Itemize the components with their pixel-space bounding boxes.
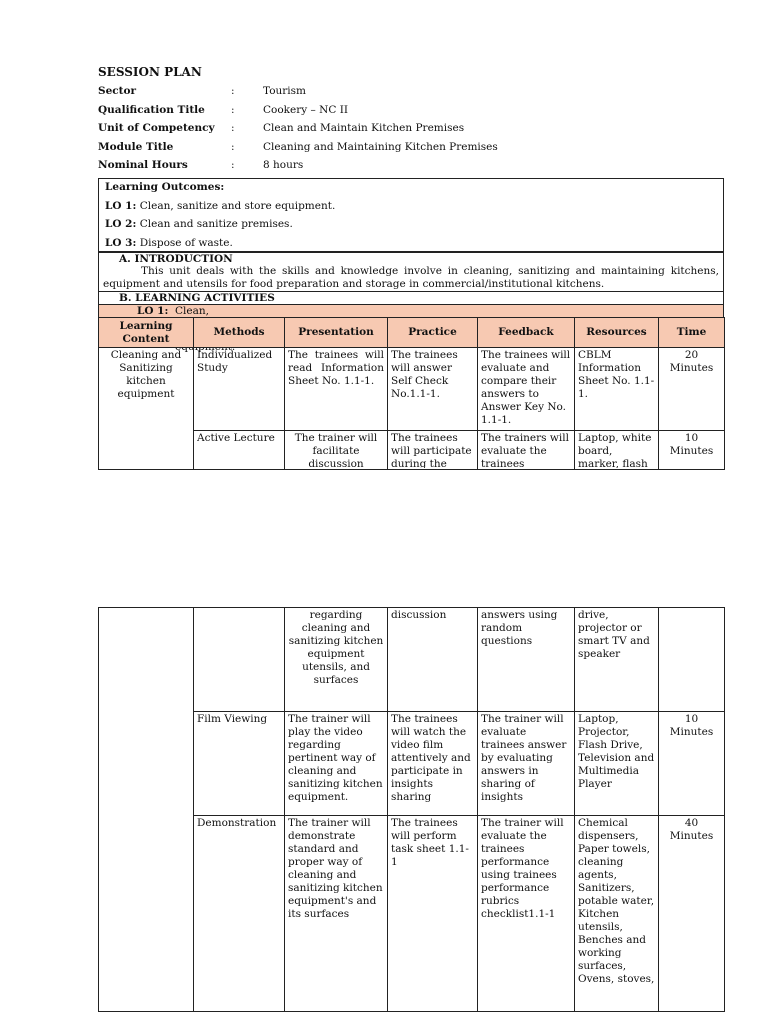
practice-cell: The trainees will perform task sheet 1.1-1: [388, 816, 478, 1012]
meta-label: Qualification Title: [98, 103, 205, 116]
presentation-cell: The trainer will play the video regarding pertinent way of cleaning and sanitizing kitchen equipment.: [285, 712, 388, 816]
meta-label: Module Title: [98, 140, 174, 153]
lo-text: Dispose of waste.: [136, 236, 233, 249]
meta-colon: :: [231, 159, 235, 171]
learning-outcomes-heading: Learning Outcomes:: [105, 181, 225, 193]
time-cell: [659, 608, 725, 712]
method-cell: Individualized Study: [194, 348, 285, 431]
feedback-cell: The trainer will evaluate trainees answer by evaluating answers in sharing of insights: [478, 712, 575, 816]
resources-cell: [575, 816, 659, 1012]
meta-value: Cookery – NC II: [263, 103, 348, 116]
meta-value: Clean and Maintain Kitchen Premises: [263, 122, 465, 134]
feedback-cell: answers using random questions: [478, 608, 575, 712]
learning-activities-lo-bar: [98, 304, 724, 318]
header-practice: Practice: [388, 318, 478, 348]
learning-outcome-1: [105, 198, 717, 217]
header-time: Time: [659, 318, 725, 348]
introduction-heading: A. INTRODUCTION: [119, 253, 233, 265]
lo-code: LO 1:: [105, 199, 137, 212]
lo-text: Clean,: [175, 305, 209, 317]
feedback-cell: The trainees will evaluate and compare their answers to Answer Key No. 1.1-1.: [478, 348, 575, 431]
header-presentation: Presentation: [285, 318, 388, 348]
meta-value: Tourism: [263, 85, 306, 97]
method-cell: Demonstration: [194, 816, 285, 1012]
method-cell: [194, 431, 285, 470]
resources-cell: CBLM Information Sheet No. 1.1-1.: [575, 348, 659, 431]
learning-outcome-2: [105, 216, 717, 235]
feedback-cell: [478, 431, 575, 470]
introduction-text: This unit deals with the skills and knowledge involve in cleaning, sanitizing and maintaining kitchens, equipment and utensils for food preparation and storage in commercial/institutional kitchens.: [103, 265, 719, 290]
practice-cell: [388, 431, 478, 470]
header-learning-content: Learning Content: [99, 318, 194, 348]
time-cell: 40 Minutes: [659, 816, 725, 1012]
learning-content-cell: [99, 608, 194, 1012]
learning-activities-section: [98, 291, 724, 305]
presentation-cell: regarding cleaning and sanitizing kitchen equipment utensils, and surfaces: [285, 608, 388, 712]
meta-colon: :: [231, 122, 235, 134]
meta-row-sector: [98, 85, 498, 104]
meta-value: 8 hours: [263, 159, 304, 171]
meta-row-qualification: [98, 104, 498, 123]
cell-text: The trainers will evaluate the trainees: [481, 432, 569, 468]
cell-text: 10 Minutes: [669, 432, 714, 457]
cell-text: The trainees will participate during the: [391, 432, 472, 468]
method-cell: Film Viewing: [194, 712, 285, 816]
meta-row-unit: [98, 122, 498, 141]
meta-label: Nominal Hours: [98, 159, 188, 171]
learning-outcomes-box: [98, 178, 724, 252]
resources-cell: [575, 431, 659, 470]
learning-activities-heading: B. LEARNING ACTIVITIES: [119, 292, 275, 304]
practice-cell: The trainees will answer Self Check No.1.1-1.: [388, 348, 478, 431]
meta-value: Cleaning and Maintaining Kitchen Premises: [263, 140, 498, 153]
document-title: SESSION PLAN: [98, 65, 202, 79]
cell-text: Laptop, white board, marker, flash: [578, 432, 652, 468]
lo-code: LO 2:: [105, 218, 137, 230]
meta-label: Sector: [98, 85, 137, 97]
presentation-cell: The trainees will read Information Sheet No. 1.1-1.: [285, 348, 388, 431]
lo-text: Clean, sanitize and store equipment.: [136, 199, 336, 212]
cell-text: Active Lecture: [197, 432, 275, 444]
meta-colon: :: [231, 140, 235, 153]
header-resources: Resources: [575, 318, 659, 348]
meta-label: Unit of Competency: [98, 122, 215, 134]
time-cell: [659, 431, 725, 470]
table-row: [99, 348, 725, 431]
time-cell: 10 Minutes: [659, 712, 725, 816]
header-methods: Methods: [194, 318, 285, 348]
lo-code: LO 1:: [137, 305, 169, 317]
learning-activities-table: [98, 317, 725, 470]
lo-code: LO 3:: [105, 236, 137, 249]
meta-colon: :: [231, 103, 235, 116]
cell-text: Chemical dispensers, Paper towels, cleaning agents, Sanitizers, potable water, Kitchen utensils, Benches and working surfaces, Ovens, stoves,: [578, 817, 655, 985]
cell-text: The trainer will facilitate discussion: [294, 432, 378, 468]
feedback-cell: The trainer will evaluate the trainees performance using trainees performance rubrics checklist1.1-1: [478, 816, 575, 1012]
meta-row-module: [98, 141, 498, 160]
learning-outcome-3: [105, 235, 717, 254]
resources-cell: Laptop, Projector, Flash Drive, Television and Multimedia Player: [575, 712, 659, 816]
lo-text: Clean and sanitize premises.: [136, 218, 293, 230]
learning-activities-table-continued: [98, 607, 725, 1012]
presentation-cell: [285, 431, 388, 470]
practice-cell: discussion: [388, 608, 478, 712]
session-meta: [98, 85, 498, 178]
resources-cell: drive, projector or smart TV and speaker: [575, 608, 659, 712]
introduction-section: [98, 252, 724, 292]
learning-content-cell: Cleaning and Sanitizing kitchen equipment: [99, 348, 194, 470]
practice-cell: The trainees will watch the video film attentively and participate in insights sharing: [388, 712, 478, 816]
meta-row-hours: [98, 159, 498, 178]
table-header-row: [99, 318, 725, 348]
time-cell: 20 Minutes: [659, 348, 725, 431]
presentation-cell: The trainer will demonstrate standard and proper way of cleaning and sanitizing kitchen equipment's and its surfaces: [285, 816, 388, 1012]
method-cell: [194, 608, 285, 712]
meta-colon: :: [231, 85, 235, 97]
header-feedback: Feedback: [478, 318, 575, 348]
table-row: [99, 608, 725, 712]
